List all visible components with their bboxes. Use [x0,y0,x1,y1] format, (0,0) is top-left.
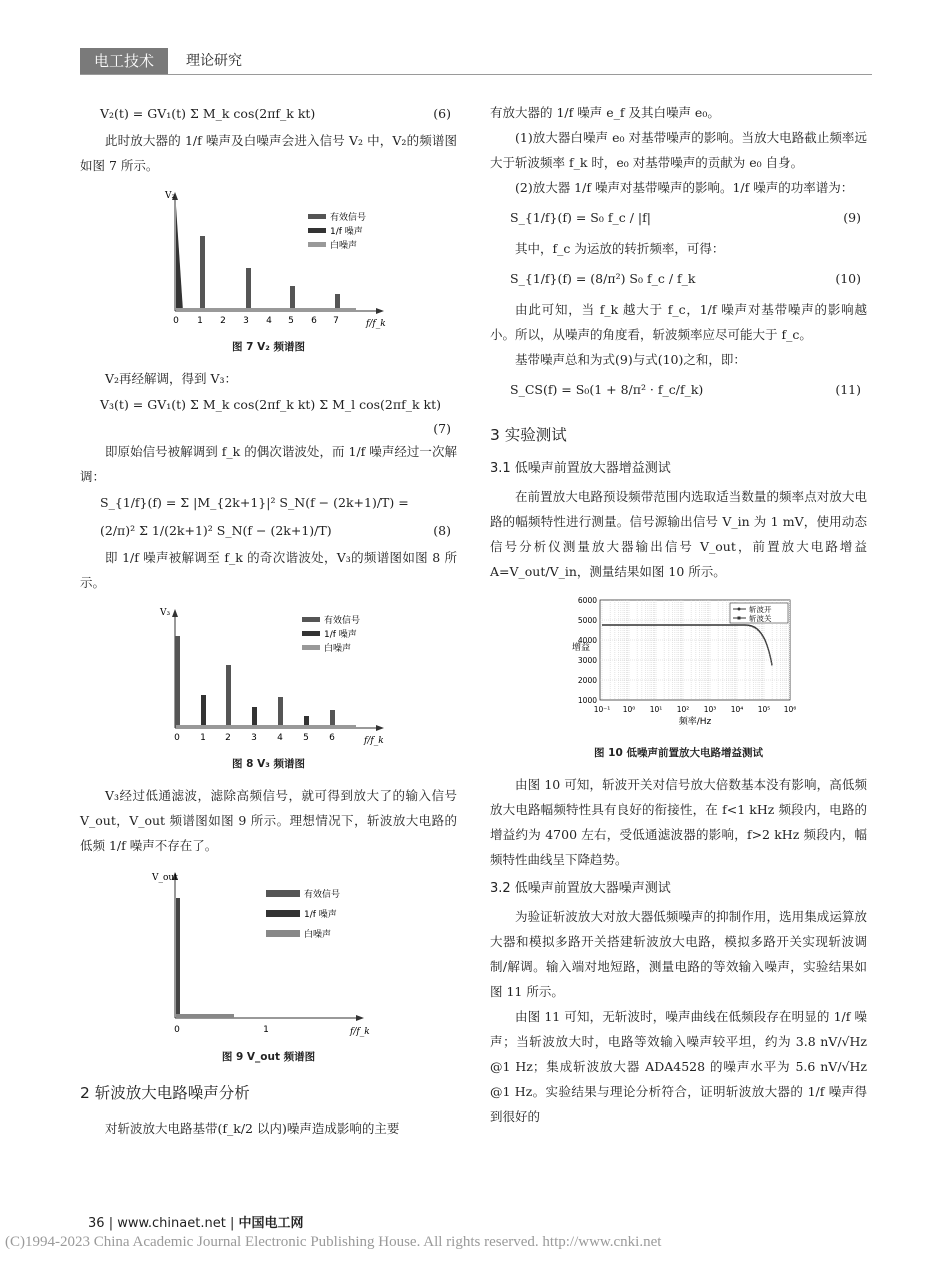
x-axis-label: f/f_k [350,1027,370,1037]
equation-8b [80,517,457,545]
equation-6-number: (6) [433,106,451,121]
svg-text:1: 1 [197,316,203,326]
equation-9-number: (9) [843,210,861,225]
equation-6 [80,100,457,128]
page-footer: 36 | www.chinaet.net | 中国电工网 [88,1216,304,1231]
equation-10-body: S_{1/f}(f) = (8/π²) S₀ f_c / f_k [510,271,696,286]
subsection-heading: 3.1 低噪声前置放大器增益测试 [490,461,671,476]
paragraph: 在前置放大电路预设频带范围内选取适当数量的频率点对放大电路的幅频特性进行测量。信号源输出信号 V_in 为 1 mV，使用动态信号分析仪测量放大器输出信号 V_out，前置放大电路增益 A=V_out/V_in，测量结果如图 10 所示。 [490,489,867,579]
svg-text:5: 5 [303,733,309,743]
svg-text:2: 2 [220,316,226,326]
figure-10-caption: 图 10 低噪声前置放大电路增益测试 [594,747,763,759]
svg-text:1: 1 [263,1025,269,1035]
svg-text:0: 0 [174,733,180,743]
paragraph: 即原始信号被解调到 f_k 的偶次谐波处，而 1/f 噪声经过一次解调： [80,444,457,484]
y-axis-label: V_out [152,873,178,883]
copyright-watermark: (C)1994-2023 China Academic Journal Electronic Publishing House. All rights reserved. http://www.cnki.net [5,1234,662,1250]
paragraph: 有放大器的 1/f 噪声 e_f 及其白噪声 e₀。 [490,105,720,120]
equation-11-number: (11) [835,382,861,397]
figure-10-chart [490,592,867,742]
svg-text:4: 4 [266,316,272,326]
bar [246,268,251,311]
left-column [80,100,457,1141]
legend-item: 白噪声 [304,930,332,940]
figure-9-caption: 图 9 V_out 频谱图 [221,1051,316,1063]
svg-text:2: 2 [225,733,231,743]
paragraph: 其中，f_c 为运放的转折频率，可得： [515,241,725,256]
figure-8 [80,603,457,773]
page-number: 36 [88,1216,105,1231]
equation-11-body: S_CS(f) = S₀(1 + 8/π² · f_c/f_k) [510,382,704,397]
bar [252,707,257,728]
white-noise-floor [176,308,356,311]
legend-item: 斩波开 [749,605,772,614]
svg-text:3: 3 [243,316,249,326]
x-axis-label: f/f_k [364,736,384,746]
legend-item: 有效信号 [330,213,367,223]
equation-9 [490,200,867,236]
paragraph: V₃经过低通滤波，滤除高频信号，就可得到放大了的输入信号 V_out，V_out 频谱图如图 9 所示。理想情况下，斩波放大电路的低频 1/f 噪声不存在了。 [80,788,457,853]
bar [200,236,205,311]
svg-text:6: 6 [311,316,317,326]
equation-7-number: (7) [433,421,451,436]
figure-7 [80,186,457,356]
paragraph: 由图 11 可知，无斩波时，噪声曲线在低频段存在明显的 1/f 噪声；当斩波放大时，电路等效输入噪声较平坦，约为 3.8 nV/√Hz @1 Hz；集成斩波放大器 ADA4528 的噪声水平为 5.6 nV/√Hz @1 Hz。实验结果与理论分析符合，证明斩波放大器的 1/f 噪声得到很好的 [490,1009,867,1124]
equation-10 [490,261,867,297]
equation-8a-body: S_{1/f}(f) = Σ |M_{2k+1}|² S_N(f − (2k+1)/T) = [100,495,409,510]
brand-name: 中国电工网 [238,1216,304,1231]
section-title: 理论研究 [186,53,242,69]
figure-9-chart [80,866,457,1046]
equation-8b-body: (2/π)² Σ 1/(2k+1)² S_N(f − (2k+1)/T) [100,523,332,538]
bar [226,665,231,728]
equation-7 [80,391,457,419]
svg-text:6: 6 [329,733,335,743]
y-axis-label: 增益 [572,643,591,653]
bar [201,695,206,728]
figure-7-chart [80,186,457,336]
white-noise-floor [176,725,356,728]
section-heading: 2 斩波放大电路噪声分析 [80,1084,250,1102]
svg-text:2000: 2000 [577,676,597,685]
legend-item: 1/f 噪声 [324,630,357,640]
paragraph: 基带噪声总和为式(9)与式(10)之和，即： [515,352,746,367]
svg-text:3000: 3000 [577,656,597,665]
legend-item: 有效信号 [324,616,361,626]
header-rule [80,74,872,75]
svg-text:5: 5 [288,316,294,326]
legend-item: 白噪声 [324,644,352,654]
subsection-heading: 3.2 低噪声前置放大器噪声测试 [490,881,671,896]
legend-item: 斩波关 [749,614,772,623]
bar [176,898,180,1018]
svg-text:10³: 10³ [703,705,717,714]
bar [175,636,180,728]
journal-tag: 电工技术 [80,48,168,74]
svg-text:10⁵: 10⁵ [757,705,771,714]
legend-item: 有效信号 [304,890,341,900]
paragraph: 此时放大器的 1/f 噪声及白噪声会进入信号 V₂ 中，V₂的频谱图如图 7 所示。 [80,133,457,173]
legend-item: 1/f 噪声 [304,910,337,920]
section-heading: 3 实验测试 [490,426,567,444]
svg-text:0: 0 [173,316,179,326]
svg-text:10²: 10² [676,705,690,714]
svg-text:5000: 5000 [577,616,597,625]
noise-spike [176,206,183,311]
figure-8-caption: 图 8 V₃ 频谱图 [232,758,305,770]
right-column [490,100,867,1129]
svg-text:1: 1 [200,733,206,743]
svg-text:10⁰: 10⁰ [622,705,636,714]
svg-text:7: 7 [333,316,339,326]
figure-10 [490,592,867,762]
equation-9-body: S_{1/f}(f) = S₀ f_c / |f| [510,210,651,225]
paragraph: 即 1/f 噪声被解调至 f_k 的奇次谐波处，V₃的频谱图如图 8 所示。 [80,550,457,590]
equation-10-number: (10) [835,271,861,286]
svg-text:10⁶: 10⁶ [783,705,797,714]
svg-text:10⁴: 10⁴ [730,705,744,714]
website-link[interactable]: www.chinaet.net [117,1216,226,1231]
paragraph: 由图 10 可知，斩波开关对信号放大倍数基本没有影响，高低频放大电路幅频特性具有良好的衔接性，在 f<1 kHz 频段内，电路的增益约为 4700 左右，受低通滤波器的影响，f>2 kHz 频段内，幅频特性曲线呈下降趋势。 [490,777,867,867]
equation-8-number: (8) [433,523,451,538]
figure-7-caption: 图 7 V₂ 频谱图 [232,341,305,353]
y-axis-label: V₃ [160,608,171,618]
x-axis-label: f/f_k [366,319,386,329]
paragraph: (1)放大器白噪声 e₀ 对基带噪声的影响。当放大电路截止频率远大于斩波频率 f_k 时，e₀ 对基带噪声的贡献为 e₀ 自身。 [490,130,867,170]
paragraph: V₂再经解调，得到 V₃： [105,371,238,386]
white-noise-floor [176,1014,234,1018]
svg-text:4000: 4000 [577,636,597,645]
equation-11 [490,372,867,408]
legend-item: 白噪声 [330,241,358,251]
paragraph: (2)放大器 1/f 噪声对基带噪声的影响。1/f 噪声的功率谱为： [515,180,854,195]
svg-text:4: 4 [277,733,283,743]
svg-text:10¹: 10¹ [649,705,663,714]
equation-8a [80,489,457,517]
equation-6-body: V₂(t) = GV₁(t) Σ M_k cos(2πf_k kt) [100,106,316,121]
figure-8-chart [80,603,457,753]
paragraph: 对斩波放大电路基带(f_k/2 以内)噪声造成影响的主要 [105,1121,400,1136]
bar [290,286,295,311]
svg-text:1000: 1000 [577,696,597,705]
legend-item: 1/f 噪声 [330,227,363,237]
paragraph: 为验证斩波放大对放大器低频噪声的抑制作用，选用集成运算放大器和模拟多路开关搭建斩波放大电路，模拟多路开关实现斩波调制/解调。输入端对地短路，测量电路的等效输入噪声，实验结果如图 11 所示。 [490,909,867,999]
svg-text:0: 0 [174,1025,180,1035]
svg-text:3: 3 [251,733,257,743]
svg-text:6000: 6000 [577,596,597,605]
y-axis-label: V₂ [165,191,176,201]
bar [278,697,283,728]
figure-9 [80,866,457,1066]
equation-7-body: V₃(t) = GV₁(t) Σ M_k cos(2πf_k kt) Σ M_l cos(2πf_k kt) [100,397,441,412]
svg-text:10⁻¹: 10⁻¹ [593,705,611,714]
paragraph: 由此可知，当 f_k 越大于 f_c，1/f 噪声对基带噪声的影响越小。所以，从噪声的角度看，斩波频率应尽可能大于 f_c。 [490,302,867,342]
x-axis-label: 频率/Hz [678,717,712,727]
